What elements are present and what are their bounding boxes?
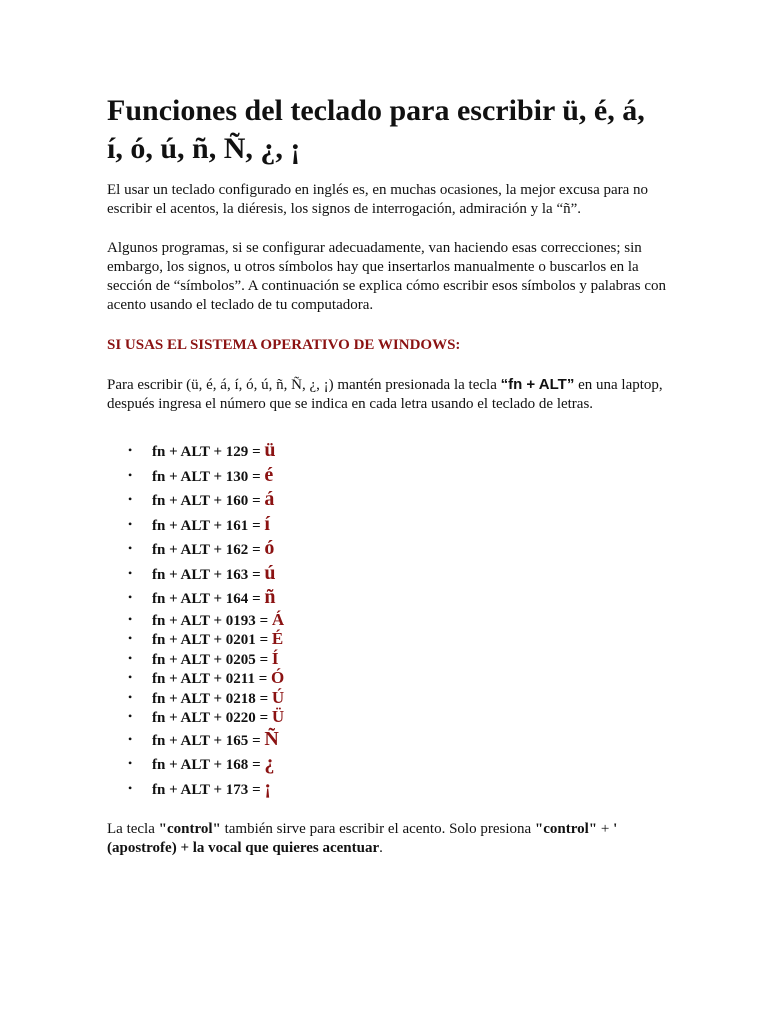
bullet-icon: • bbox=[128, 590, 133, 604]
result-character: É bbox=[271, 629, 284, 648]
equals-sign: = bbox=[255, 710, 272, 726]
equals-sign: = bbox=[248, 542, 265, 558]
article-body bbox=[107, 92, 667, 858]
equals-sign: = bbox=[248, 444, 265, 460]
key-combo: fn + ALT + 0205 bbox=[152, 651, 256, 668]
result-character: á bbox=[264, 488, 275, 510]
instructions-text-after: en una laptop, después ingresa el número que se indica en cada letra usando el teclado de letras. bbox=[107, 377, 663, 412]
list-item bbox=[107, 487, 667, 512]
bullet-icon: • bbox=[128, 565, 133, 580]
list-item bbox=[107, 668, 667, 688]
equals-sign: = bbox=[255, 632, 272, 648]
bullet-icon: • bbox=[128, 631, 133, 645]
list-item bbox=[107, 610, 667, 630]
key-combo: fn + ALT + 0201 bbox=[152, 632, 256, 648]
equals-sign: = bbox=[248, 757, 265, 773]
bullet-icon: • bbox=[128, 689, 133, 704]
bullet-icon: • bbox=[128, 541, 133, 555]
list-item bbox=[107, 727, 667, 752]
list-item bbox=[107, 512, 667, 537]
equals-sign: = bbox=[254, 671, 272, 687]
key-combo: fn + ALT + 0211 bbox=[152, 671, 255, 687]
list-item bbox=[107, 776, 667, 801]
key-combo: fn + ALT + 129 bbox=[152, 444, 249, 460]
intro-paragraph: El usar un teclado configurado en inglés es, en muchas ocasiones, la mejor excusa para no escribir el acentos, la diéresis, los signos de interrogación, admiración y la “ñ”. bbox=[107, 182, 649, 217]
equals-sign: = bbox=[255, 651, 272, 668]
control-key-label-2: "control" bbox=[534, 821, 598, 837]
equals-sign: = bbox=[255, 690, 272, 707]
bullet-icon: • bbox=[128, 780, 133, 795]
instructions-paragraph bbox=[107, 375, 667, 414]
bullet-icon: • bbox=[128, 670, 133, 684]
bullet-icon: • bbox=[128, 650, 133, 665]
equals-sign: = bbox=[248, 591, 265, 607]
bullet-icon: • bbox=[128, 611, 133, 626]
closing-text-4: . bbox=[379, 840, 383, 856]
key-combo: fn + ALT + 0193 bbox=[152, 612, 256, 629]
list-item bbox=[107, 629, 667, 649]
closing-paragraph bbox=[107, 820, 667, 858]
bullet-icon: • bbox=[128, 756, 133, 770]
bullet-icon: • bbox=[128, 709, 133, 723]
list-item bbox=[107, 707, 667, 727]
result-character: é bbox=[264, 463, 274, 486]
result-character: ó bbox=[264, 537, 275, 559]
result-character: Ó bbox=[271, 668, 285, 687]
closing-text-2: también sirve para escribir el acento. Solo presiona bbox=[220, 821, 535, 837]
list-item bbox=[107, 688, 667, 708]
result-character: ¡ bbox=[264, 776, 272, 799]
key-combo: fn + ALT + 161 bbox=[152, 517, 249, 534]
programs-paragraph: Algunos programas, si se configurar adecuadamente, van haciendo esas correcciones; sin embargo, los signos, u otros símbolos hay que insertarlos manualmente o buscarlos en la sección de “símbolos”. A continuación se explica cómo escribir esos símbolos y palabras con acento usando el teclado de tu computadora. bbox=[107, 240, 667, 313]
bullet-icon: • bbox=[128, 467, 133, 482]
result-character: Ñ bbox=[264, 727, 279, 750]
equals-sign: = bbox=[248, 781, 265, 798]
key-combo: fn + ALT + 164 bbox=[152, 591, 249, 607]
key-combo: fn + ALT + 0220 bbox=[152, 710, 256, 726]
key-combo: fn + ALT + 130 bbox=[152, 468, 249, 485]
apostrophe-instruction: ' (apostrofe) + la vocal que quieres acentuar bbox=[107, 821, 618, 856]
section-heading: SI USAS EL SISTEMA OPERATIVO DE WINDOWS: bbox=[107, 337, 461, 353]
key-combo: fn + ALT + 165 bbox=[152, 732, 249, 749]
page-title: Funciones del teclado para escribir ü, é, á, í, ó, ú, ñ, Ñ, ¿, ¡ bbox=[107, 94, 645, 165]
key-combo: fn + ALT + 163 bbox=[152, 566, 249, 583]
list-item bbox=[107, 438, 667, 463]
bullet-icon: • bbox=[128, 731, 133, 746]
list-item bbox=[107, 561, 667, 586]
closing-text-3: + bbox=[597, 821, 614, 837]
list-item bbox=[107, 649, 667, 669]
result-character: Í bbox=[271, 648, 279, 668]
result-character: Ú bbox=[271, 687, 285, 707]
control-key-label: "control" bbox=[158, 821, 221, 837]
key-combo: fn + ALT + 162 bbox=[152, 542, 249, 558]
key-code-list bbox=[107, 438, 667, 800]
result-character: ¿ bbox=[264, 752, 275, 774]
bullet-icon: • bbox=[128, 516, 133, 531]
list-item bbox=[107, 536, 667, 561]
equals-sign: = bbox=[255, 612, 272, 629]
bullet-icon: • bbox=[128, 443, 133, 457]
equals-sign: = bbox=[248, 517, 265, 534]
equals-sign: = bbox=[248, 566, 265, 583]
result-character: í bbox=[264, 512, 270, 535]
key-combo-highlight: “fn + ALT” bbox=[500, 376, 575, 393]
result-character: Ü bbox=[271, 707, 285, 726]
key-combo: fn + ALT + 160 bbox=[152, 493, 249, 509]
equals-sign: = bbox=[248, 468, 265, 485]
equals-sign: = bbox=[248, 732, 265, 749]
result-character: ñ bbox=[264, 586, 276, 608]
key-combo: fn + ALT + 173 bbox=[152, 781, 249, 798]
instructions-text-before: Para escribir (ü, é, á, í, ó, ú, ñ, Ñ, ¿, ¡) mantén presionada la tecla bbox=[107, 377, 501, 393]
list-item bbox=[107, 463, 667, 488]
result-character: ú bbox=[264, 561, 276, 584]
list-item bbox=[107, 585, 667, 610]
key-combo: fn + ALT + 0218 bbox=[152, 690, 256, 707]
result-character: ü bbox=[264, 439, 276, 461]
bullet-icon: • bbox=[128, 492, 133, 506]
list-item bbox=[107, 751, 667, 776]
result-character: Á bbox=[271, 609, 285, 629]
key-combo: fn + ALT + 168 bbox=[152, 757, 249, 773]
closing-text-1: La tecla bbox=[107, 821, 159, 837]
equals-sign: = bbox=[248, 493, 265, 509]
